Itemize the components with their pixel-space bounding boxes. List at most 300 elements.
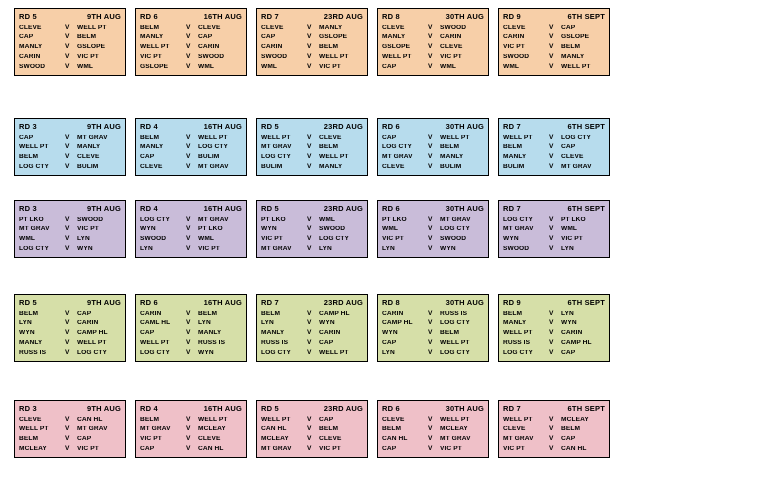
versus-label: V: [549, 329, 554, 337]
versus-label: V: [428, 338, 433, 346]
round-card: [377, 118, 489, 176]
home-team-label: BELM: [19, 436, 39, 443]
round-label: RD 7: [261, 298, 279, 307]
away-team-label: BELM: [561, 44, 581, 51]
round-card: [14, 118, 126, 176]
round-card-header: [139, 12, 243, 23]
fixture-row: [139, 143, 243, 153]
away-team-label: WML: [561, 226, 578, 233]
fixture-row: [139, 329, 243, 339]
versus-label: V: [65, 143, 70, 151]
home-team-label: WELL PT: [140, 44, 170, 51]
versus-label: V: [186, 329, 191, 337]
away-team-label: BELM: [319, 426, 339, 433]
versus-label: V: [186, 33, 191, 41]
round-card: [256, 200, 368, 258]
home-team-label: WML: [19, 236, 36, 243]
versus-label: V: [549, 162, 554, 170]
fixture-row: [381, 235, 485, 245]
division-band-5: [0, 400, 780, 458]
round-label: RD 4: [140, 404, 158, 413]
home-team-label: GSLOPE: [382, 44, 411, 51]
home-team-label: SWOOD: [140, 236, 167, 243]
round-card: [135, 294, 247, 362]
away-team-label: BELM: [440, 330, 460, 337]
away-team-label: BELM: [440, 144, 460, 151]
home-team-label: MT GRAV: [261, 445, 292, 452]
away-team-label: CAP: [319, 416, 334, 423]
round-card-header: [381, 204, 485, 215]
away-team-label: WELL PT: [440, 134, 470, 141]
away-team-label: MANLY: [198, 330, 222, 337]
division-band-2: [0, 118, 780, 176]
fixture-row: [381, 319, 485, 329]
versus-label: V: [307, 225, 312, 233]
versus-label: V: [549, 444, 554, 452]
fixture-row: [502, 435, 606, 445]
versus-label: V: [65, 329, 70, 337]
home-team-label: CAP: [140, 154, 155, 161]
versus-label: V: [307, 62, 312, 70]
fixture-row: [260, 348, 364, 358]
home-team-label: PT LKO: [382, 216, 407, 223]
away-team-label: MANLY: [561, 53, 585, 60]
home-team-label: MT GRAV: [140, 426, 171, 433]
round-label: RD 8: [382, 298, 400, 307]
round-card: [256, 294, 368, 362]
round-card: [377, 294, 489, 362]
versus-label: V: [428, 235, 433, 243]
away-team-label: MCLEAY: [440, 426, 468, 433]
versus-label: V: [307, 244, 312, 252]
home-team-label: RUSS IS: [503, 339, 531, 346]
round-card-header: [502, 12, 606, 23]
round-card-row: [0, 400, 780, 458]
versus-label: V: [549, 425, 554, 433]
away-team-label: WML: [198, 236, 215, 243]
home-team-label: WELL PT: [261, 416, 291, 423]
versus-label: V: [549, 43, 554, 51]
away-team-label: WML: [319, 216, 336, 223]
round-date-label: 16TH AUG: [203, 122, 242, 131]
versus-label: V: [186, 319, 191, 327]
home-team-label: CAN HL: [261, 426, 287, 433]
fixture-row: [381, 52, 485, 62]
versus-label: V: [307, 415, 312, 423]
home-team-label: BELM: [503, 144, 523, 151]
home-team-label: MANLY: [261, 330, 285, 337]
versus-label: V: [428, 415, 433, 423]
round-card-header: [260, 12, 364, 23]
home-team-label: LYN: [382, 349, 395, 356]
home-team-label: WELL PT: [503, 330, 533, 337]
fixture-row: [260, 33, 364, 43]
fixture-row: [18, 162, 122, 172]
versus-label: V: [307, 162, 312, 170]
home-team-label: WML: [261, 63, 278, 70]
versus-label: V: [428, 444, 433, 452]
round-date-label: 23RD AUG: [323, 122, 363, 131]
away-team-label: CARIN: [561, 330, 583, 337]
versus-label: V: [65, 348, 70, 356]
round-date-label: 30TH AUG: [445, 298, 484, 307]
round-date-label: 9TH AUG: [86, 122, 121, 131]
home-team-label: CAN HL: [382, 436, 408, 443]
round-date-label: 16TH AUG: [203, 12, 242, 21]
home-team-label: CAP: [19, 34, 34, 41]
home-team-label: SWOOD: [503, 245, 530, 252]
home-team-label: MT GRAV: [503, 436, 534, 443]
home-team-label: WYN: [140, 226, 156, 233]
fixture-row: [502, 162, 606, 172]
versus-label: V: [65, 225, 70, 233]
round-card: [14, 200, 126, 258]
round-card-header: [18, 204, 122, 215]
fixture-row: [502, 143, 606, 153]
fixture-row: [139, 309, 243, 319]
round-card-row: [0, 200, 780, 258]
round-date-label: 23RD AUG: [323, 404, 363, 413]
round-label: RD 5: [261, 404, 279, 413]
round-label: RD 5: [261, 204, 279, 213]
versus-label: V: [65, 62, 70, 70]
versus-label: V: [549, 225, 554, 233]
versus-label: V: [549, 62, 554, 70]
fixture-row: [381, 33, 485, 43]
round-date-label: 16TH AUG: [203, 404, 242, 413]
fixture-row: [139, 43, 243, 53]
versus-label: V: [65, 23, 70, 31]
away-team-label: MCLEAY: [198, 426, 226, 433]
round-card: [256, 118, 368, 176]
fixture-row: [18, 225, 122, 235]
versus-label: V: [186, 425, 191, 433]
round-label: RD 9: [503, 12, 521, 21]
round-date-label: 6TH SEPT: [567, 12, 605, 21]
away-team-label: LOG CTY: [440, 226, 471, 233]
home-team-label: WELL PT: [19, 144, 49, 151]
home-team-label: BELM: [140, 24, 160, 31]
round-card-header: [139, 122, 243, 133]
home-team-label: MANLY: [140, 144, 164, 151]
fixture-row: [502, 244, 606, 254]
round-date-label: 9TH AUG: [86, 204, 121, 213]
versus-label: V: [549, 338, 554, 346]
round-date-label: 6TH SEPT: [567, 122, 605, 131]
fixture-row: [502, 319, 606, 329]
versus-label: V: [549, 348, 554, 356]
away-team-label: LYN: [77, 236, 90, 243]
away-team-label: GSLOPE: [319, 34, 348, 41]
away-team-label: MT GRAV: [77, 134, 108, 141]
versus-label: V: [186, 338, 191, 346]
round-label: RD 7: [503, 204, 521, 213]
round-card-header: [502, 404, 606, 415]
away-team-label: WYN: [77, 245, 93, 252]
versus-label: V: [428, 133, 433, 141]
home-team-label: WYN: [19, 330, 35, 337]
away-team-label: GSLOPE: [77, 44, 106, 51]
fixture-row: [381, 244, 485, 254]
versus-label: V: [307, 143, 312, 151]
home-team-label: WELL PT: [503, 134, 533, 141]
versus-label: V: [307, 338, 312, 346]
versus-label: V: [65, 133, 70, 141]
versus-label: V: [549, 143, 554, 151]
home-team-label: VIC PT: [382, 236, 404, 243]
away-team-label: CAP: [561, 24, 576, 31]
versus-label: V: [428, 162, 433, 170]
versus-label: V: [65, 52, 70, 60]
home-team-label: SWOOD: [261, 53, 288, 60]
round-label: RD 7: [503, 404, 521, 413]
fixture-row: [381, 329, 485, 339]
versus-label: V: [186, 52, 191, 60]
fixture-row: [260, 435, 364, 445]
fixture-row: [139, 225, 243, 235]
home-team-label: CAP: [140, 445, 155, 452]
away-team-label: CAP: [77, 310, 92, 317]
away-team-label: VIC PT: [319, 445, 341, 452]
round-date-label: 23RD AUG: [323, 12, 363, 21]
round-card-header: [260, 404, 364, 415]
home-team-label: VIC PT: [261, 236, 283, 243]
round-label: RD 6: [382, 204, 400, 213]
home-team-label: CAP: [382, 339, 397, 346]
fixture-row: [381, 143, 485, 153]
fixture-row: [18, 338, 122, 348]
versus-label: V: [549, 415, 554, 423]
away-team-label: WML: [77, 63, 94, 70]
versus-label: V: [65, 435, 70, 443]
round-date-label: 16TH AUG: [203, 204, 242, 213]
round-date-label: 6TH SEPT: [567, 298, 605, 307]
fixture-row: [139, 348, 243, 358]
versus-label: V: [186, 43, 191, 51]
away-team-label: MT GRAV: [198, 216, 229, 223]
versus-label: V: [428, 319, 433, 327]
fixture-row: [260, 319, 364, 329]
round-label: RD 6: [382, 404, 400, 413]
home-team-label: BELM: [503, 310, 523, 317]
round-card: [14, 294, 126, 362]
fixture-row: [502, 52, 606, 62]
away-team-label: BELM: [319, 44, 339, 51]
fixture-row: [502, 43, 606, 53]
home-team-label: CARIN: [19, 53, 41, 60]
away-team-label: CAMP HL: [77, 330, 108, 337]
round-date-label: 23RD AUG: [323, 298, 363, 307]
versus-label: V: [186, 153, 191, 161]
round-card-header: [18, 12, 122, 23]
home-team-label: CLEVE: [382, 416, 405, 423]
round-label: RD 8: [382, 12, 400, 21]
division-band-3: [0, 200, 780, 258]
fixture-row: [502, 153, 606, 163]
home-team-label: WYN: [503, 236, 519, 243]
versus-label: V: [549, 52, 554, 60]
away-team-label: PT LKO: [561, 216, 586, 223]
fixture-row: [381, 162, 485, 172]
home-team-label: WELL PT: [140, 339, 170, 346]
home-team-label: LOG CTY: [19, 163, 50, 170]
home-team-label: LOG CTY: [503, 216, 534, 223]
fixture-row: [260, 43, 364, 53]
fixture-row: [381, 444, 485, 454]
away-team-label: MANLY: [319, 24, 343, 31]
fixture-row: [381, 215, 485, 225]
fixture-row: [139, 52, 243, 62]
away-team-label: WYN: [561, 320, 577, 327]
fixture-row: [18, 23, 122, 33]
versus-label: V: [549, 435, 554, 443]
home-team-label: CAML HL: [140, 320, 171, 327]
round-card-row: [0, 8, 780, 76]
home-team-label: MCLEAY: [261, 436, 289, 443]
away-team-label: BELM: [198, 310, 218, 317]
fixture-row: [260, 244, 364, 254]
home-team-label: GSLOPE: [140, 63, 169, 70]
home-team-label: LYN: [261, 320, 274, 327]
away-team-label: CAP: [77, 436, 92, 443]
fixture-row: [502, 133, 606, 143]
versus-label: V: [307, 133, 312, 141]
versus-label: V: [65, 43, 70, 51]
home-team-label: WELL PT: [382, 53, 412, 60]
fixture-row: [260, 444, 364, 454]
away-team-label: CAMP HL: [561, 339, 592, 346]
fixture-row: [18, 143, 122, 153]
versus-label: V: [307, 444, 312, 452]
round-card-header: [260, 122, 364, 133]
away-team-label: MANLY: [440, 154, 464, 161]
away-team-label: CLEVE: [77, 154, 100, 161]
fixture-row: [381, 425, 485, 435]
away-team-label: CAN HL: [198, 445, 224, 452]
versus-label: V: [65, 444, 70, 452]
home-team-label: MANLY: [19, 44, 43, 51]
round-card: [377, 400, 489, 458]
round-card: [498, 8, 610, 76]
round-label: RD 9: [503, 298, 521, 307]
versus-label: V: [428, 348, 433, 356]
versus-label: V: [549, 33, 554, 41]
versus-label: V: [65, 153, 70, 161]
home-team-label: LOG CTY: [140, 349, 171, 356]
division-band-4: [0, 294, 780, 362]
versus-label: V: [549, 319, 554, 327]
fixture-row: [139, 338, 243, 348]
round-card: [377, 200, 489, 258]
versus-label: V: [186, 23, 191, 31]
away-team-label: MT GRAV: [198, 163, 229, 170]
away-team-label: LOG CTY: [561, 134, 592, 141]
fixture-row: [502, 215, 606, 225]
away-team-label: BULIM: [198, 154, 220, 161]
away-team-label: WELL PT: [561, 63, 591, 70]
fixture-row: [18, 444, 122, 454]
versus-label: V: [307, 23, 312, 31]
away-team-label: CAP: [561, 436, 576, 443]
away-team-label: LYN: [198, 320, 211, 327]
away-team-label: WELL PT: [198, 416, 228, 423]
fixture-row: [502, 225, 606, 235]
round-card: [377, 8, 489, 76]
round-card: [135, 118, 247, 176]
fixture-row: [260, 329, 364, 339]
away-team-label: WELL PT: [440, 416, 470, 423]
away-team-label: LOG CTY: [319, 236, 350, 243]
away-team-label: CLEVE: [319, 436, 342, 443]
away-team-label: CLEVE: [198, 24, 221, 31]
away-team-label: SWOOD: [440, 236, 467, 243]
away-team-label: VIC PT: [440, 53, 462, 60]
home-team-label: LOG CTY: [261, 349, 292, 356]
fixture-row: [260, 309, 364, 319]
round-label: RD 7: [503, 122, 521, 131]
away-team-label: WELL PT: [77, 24, 107, 31]
home-team-label: MT GRAV: [503, 226, 534, 233]
fixture-row: [381, 348, 485, 358]
fixture-row: [18, 33, 122, 43]
round-card-header: [260, 204, 364, 215]
fixture-row: [260, 133, 364, 143]
fixture-row: [381, 153, 485, 163]
home-team-label: BULIM: [261, 163, 283, 170]
round-card-header: [18, 298, 122, 309]
home-team-label: LYN: [382, 245, 395, 252]
versus-label: V: [549, 309, 554, 317]
versus-label: V: [307, 235, 312, 243]
home-team-label: MT GRAV: [261, 144, 292, 151]
round-date-label: 9TH AUG: [86, 12, 121, 21]
away-team-label: LOG CTY: [77, 349, 108, 356]
home-team-label: CAP: [382, 134, 397, 141]
versus-label: V: [186, 348, 191, 356]
away-team-label: MT GRAV: [440, 436, 471, 443]
fixture-row: [18, 235, 122, 245]
round-card-header: [502, 298, 606, 309]
fixture-row: [18, 244, 122, 254]
fixture-row: [18, 52, 122, 62]
versus-label: V: [186, 435, 191, 443]
fixture-row: [260, 153, 364, 163]
away-team-label: WELL PT: [198, 134, 228, 141]
round-label: RD 3: [19, 404, 37, 413]
fixture-row: [18, 43, 122, 53]
round-card-header: [139, 404, 243, 415]
fixture-row: [139, 244, 243, 254]
fixture-row: [18, 415, 122, 425]
home-team-label: MT GRAV: [261, 245, 292, 252]
home-team-label: CLEVE: [382, 163, 405, 170]
home-team-label: MANLY: [503, 154, 527, 161]
versus-label: V: [428, 143, 433, 151]
away-team-label: SWOOD: [77, 216, 104, 223]
home-team-label: RUSS IS: [261, 339, 289, 346]
home-team-label: WYN: [382, 330, 398, 337]
away-team-label: WELL PT: [319, 53, 349, 60]
home-team-label: CAP: [140, 330, 155, 337]
away-team-label: CAN HL: [561, 445, 587, 452]
versus-label: V: [307, 309, 312, 317]
fixture-row: [139, 153, 243, 163]
home-team-label: WML: [503, 63, 520, 70]
home-team-label: LOG CTY: [19, 245, 50, 252]
away-team-label: WELL PT: [319, 154, 349, 161]
fixture-row: [381, 225, 485, 235]
home-team-label: MANLY: [19, 339, 43, 346]
